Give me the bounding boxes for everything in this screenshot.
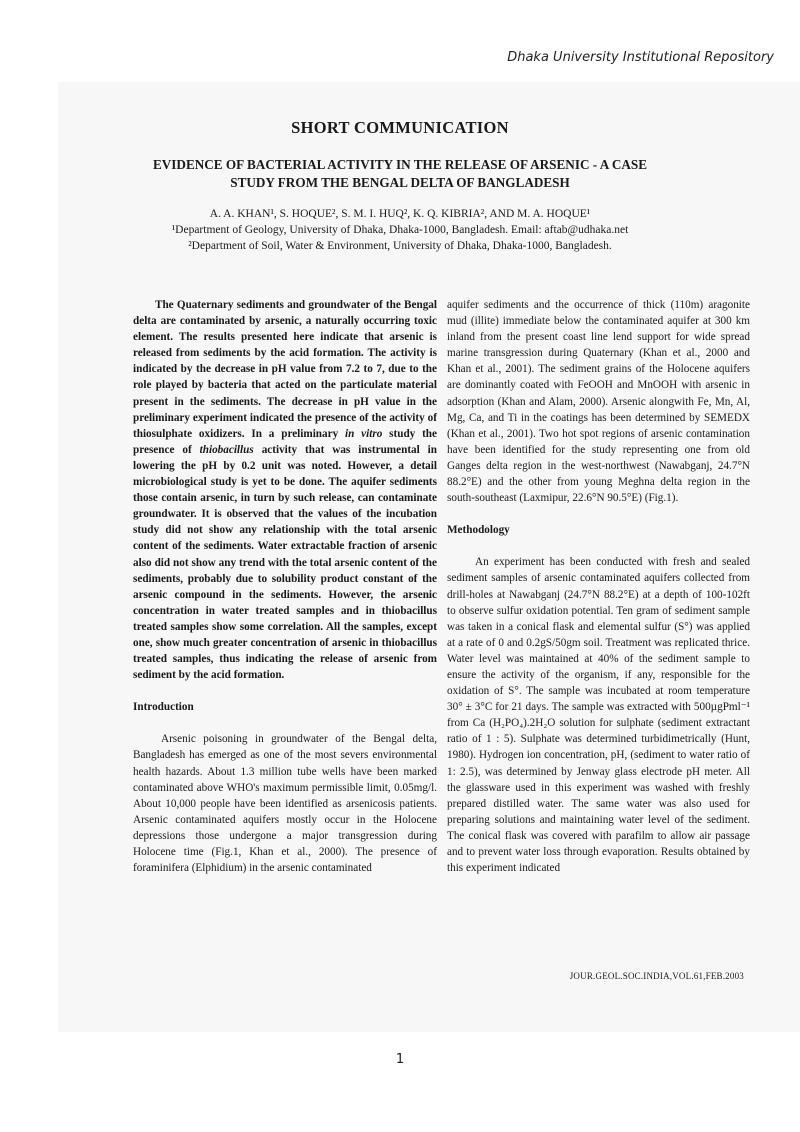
article-title-line2: STUDY FROM THE BENGAL DELTA OF BANGLADESH: [230, 175, 570, 190]
journal-citation: JOUR.GEOL.SOC.INDIA,VOL.61,FEB.2003: [569, 971, 744, 981]
affiliation-soil: ²Department of Soil, Water & Environment, University of Dhaka, Dhaka-1000, Bangladesh.: [188, 240, 612, 252]
introduction-text: Arsenic poisoning in groundwater of the Bengal delta, Bangladesh has emerged as one of the most severs environmental health hazards. About 1.3 million tube wells have been marked contaminated above WHO's maximum permissible limit, 0.05mg/l. About 10,000 people have been identified as arsenicosis patients. Arsenic contaminated aquifers mostly occur in the Holocene depressions those undergone a major transgression during Holocene time (Fig.1, Khan et al., 2000). The presence of foraminifera (Elphidium) in the arsenic contaminated: [133, 733, 437, 875]
author-block: [80, 206, 720, 254]
article-title-line1: EVIDENCE OF BACTERIAL ACTIVITY IN THE RELEASE OF ARSENIC - A CASE: [152, 157, 648, 172]
repository-header: Dhaka University Institutional Repository: [507, 50, 774, 65]
left-column: [133, 297, 437, 876]
right-column: [447, 297, 750, 876]
methodology-text: An experiment has been conducted with fresh and sealed sediment samples of arsenic contaminated aquifers collected from drill-holes at Nawabganj (24.7°N 88.2°E) at a depth of 100-102ft to observe sulfur oxidation potential. Ten gram of sediment sample was taken in a conical flask and elemental sulfur (S°) was applied at a rate of 0 and 0.2gS/50gm soil. Treatment was replicated thrice. Water level was maintained at 40% of the sediment sample to ensure the activity of the organism, if any, responsible for the oxidation of S°. The sample was incubated at room temperature 30° ± 3°C for 21 days. The sample was extracted with 500µgPml⁻¹ from Ca (H₂PO₄).2H₂O solution for sulphate (sediment extractant ratio of 1 : 5). Sulphate was determined turbidimetrically (Hunt, 1980). Hydrogen ion concentration, pH, (sediment to water ratio of 1: 2.5), was determined by Jenway glass electrode pH meter. All the glassware used in this experiment was washed with freshly prepared distilled water. The same water was also used for preparing solutions and maintaining water level of the sediment. The conical flask was covered with parafilm to allow air passage and to prevent water loss through evaporation. Results obtained by this experiment indicated: [447, 556, 750, 875]
page-number: 1: [395, 1052, 405, 1067]
introduction-heading: Introduction: [133, 701, 194, 714]
methodology-heading: Methodology: [447, 524, 510, 537]
in-vitro-term: in vitro: [345, 427, 383, 440]
authors: A. A. KHAN¹, S. HOQUE², S. M. I. HUQ², K. Q. KIBRIA², AND M. A. HOQUE¹: [209, 208, 591, 220]
thiobacillus-term: thiobacillus: [199, 443, 254, 456]
abstract: The Quaternary sediments and groundwater of the Bengal delta are contaminated by arsenic, a naturally occurring toxic element. The results presented here indicate that arsenic is released from sediments by the acid formation. The activity is indicated by the decrease in pH value from 7.2 to 7, due to the role played by bacteria that acted on the particulate material present in the sediments. The decrease in pH value in the preliminary experiment indicated the presence of the activity of thiosulphate oxidizers. In a preliminary in vitro study the presence of thiobacillus activity that was instrumental in lowering the pH by 0.2 unit was noted. However, a detail microbiological study is yet to be done. The aquifer sediments those contain arsenic, in turn by such release, can contaminate groundwater. It is observed that the values of the incubation study did not show any relationship with the total arsenic content of the sediments. Water extractable fraction of arsenic also did not show any trend with the total arsenic content of the sediments, probably due to solubility product constant of the arsenic compound in the sediments. However, the arsenic concentration in water treated samples and in thiobacillus treated samples show some correlation. All the samples, except one, show much greater concentration of arsenic in thiobacillus treated samples, thus indicating the release of arsenic from sediment by the acid formation.: [133, 299, 438, 682]
affiliation-geology: ¹Department of Geology, University of Dhaka, Dhaka-1000, Bangladesh. Email: aftab@udhaka.net: [171, 224, 629, 236]
section-label: SHORT COMMUNICATION: [291, 118, 509, 137]
introduction-continued: aquifer sediments and the occurrence of thick (110m) aragonite mud (illite) immediate below the contaminated aquifer at 300 km inland from the present coast line lend support for wide spread marine transgression during Quaternary (Khan et al., 2000 and Khan et al., 2001). The sediment grains of the Holocene aquifers are dominantly coated with FeOOH and MnOOH with arsenic in adsorption (Khan and Alam, 2000). Arsenic alongwith Fe, Mn, Al, Mg, Ca, and Ti in the coatings has been determined by SEMEDX (Khan et al., 2001). Two hot spot regions of arsenic contamination have been identified for the study representing one from old Ganges delta region in the west-northwest (Nawabganj, 24.7°N 88.2°E) and the other from young Meghna delta region in the south-southeast (Laxmipur, 22.6°N 90.5°E) (Fig.1).: [447, 299, 750, 505]
article-title: [120, 156, 680, 192]
